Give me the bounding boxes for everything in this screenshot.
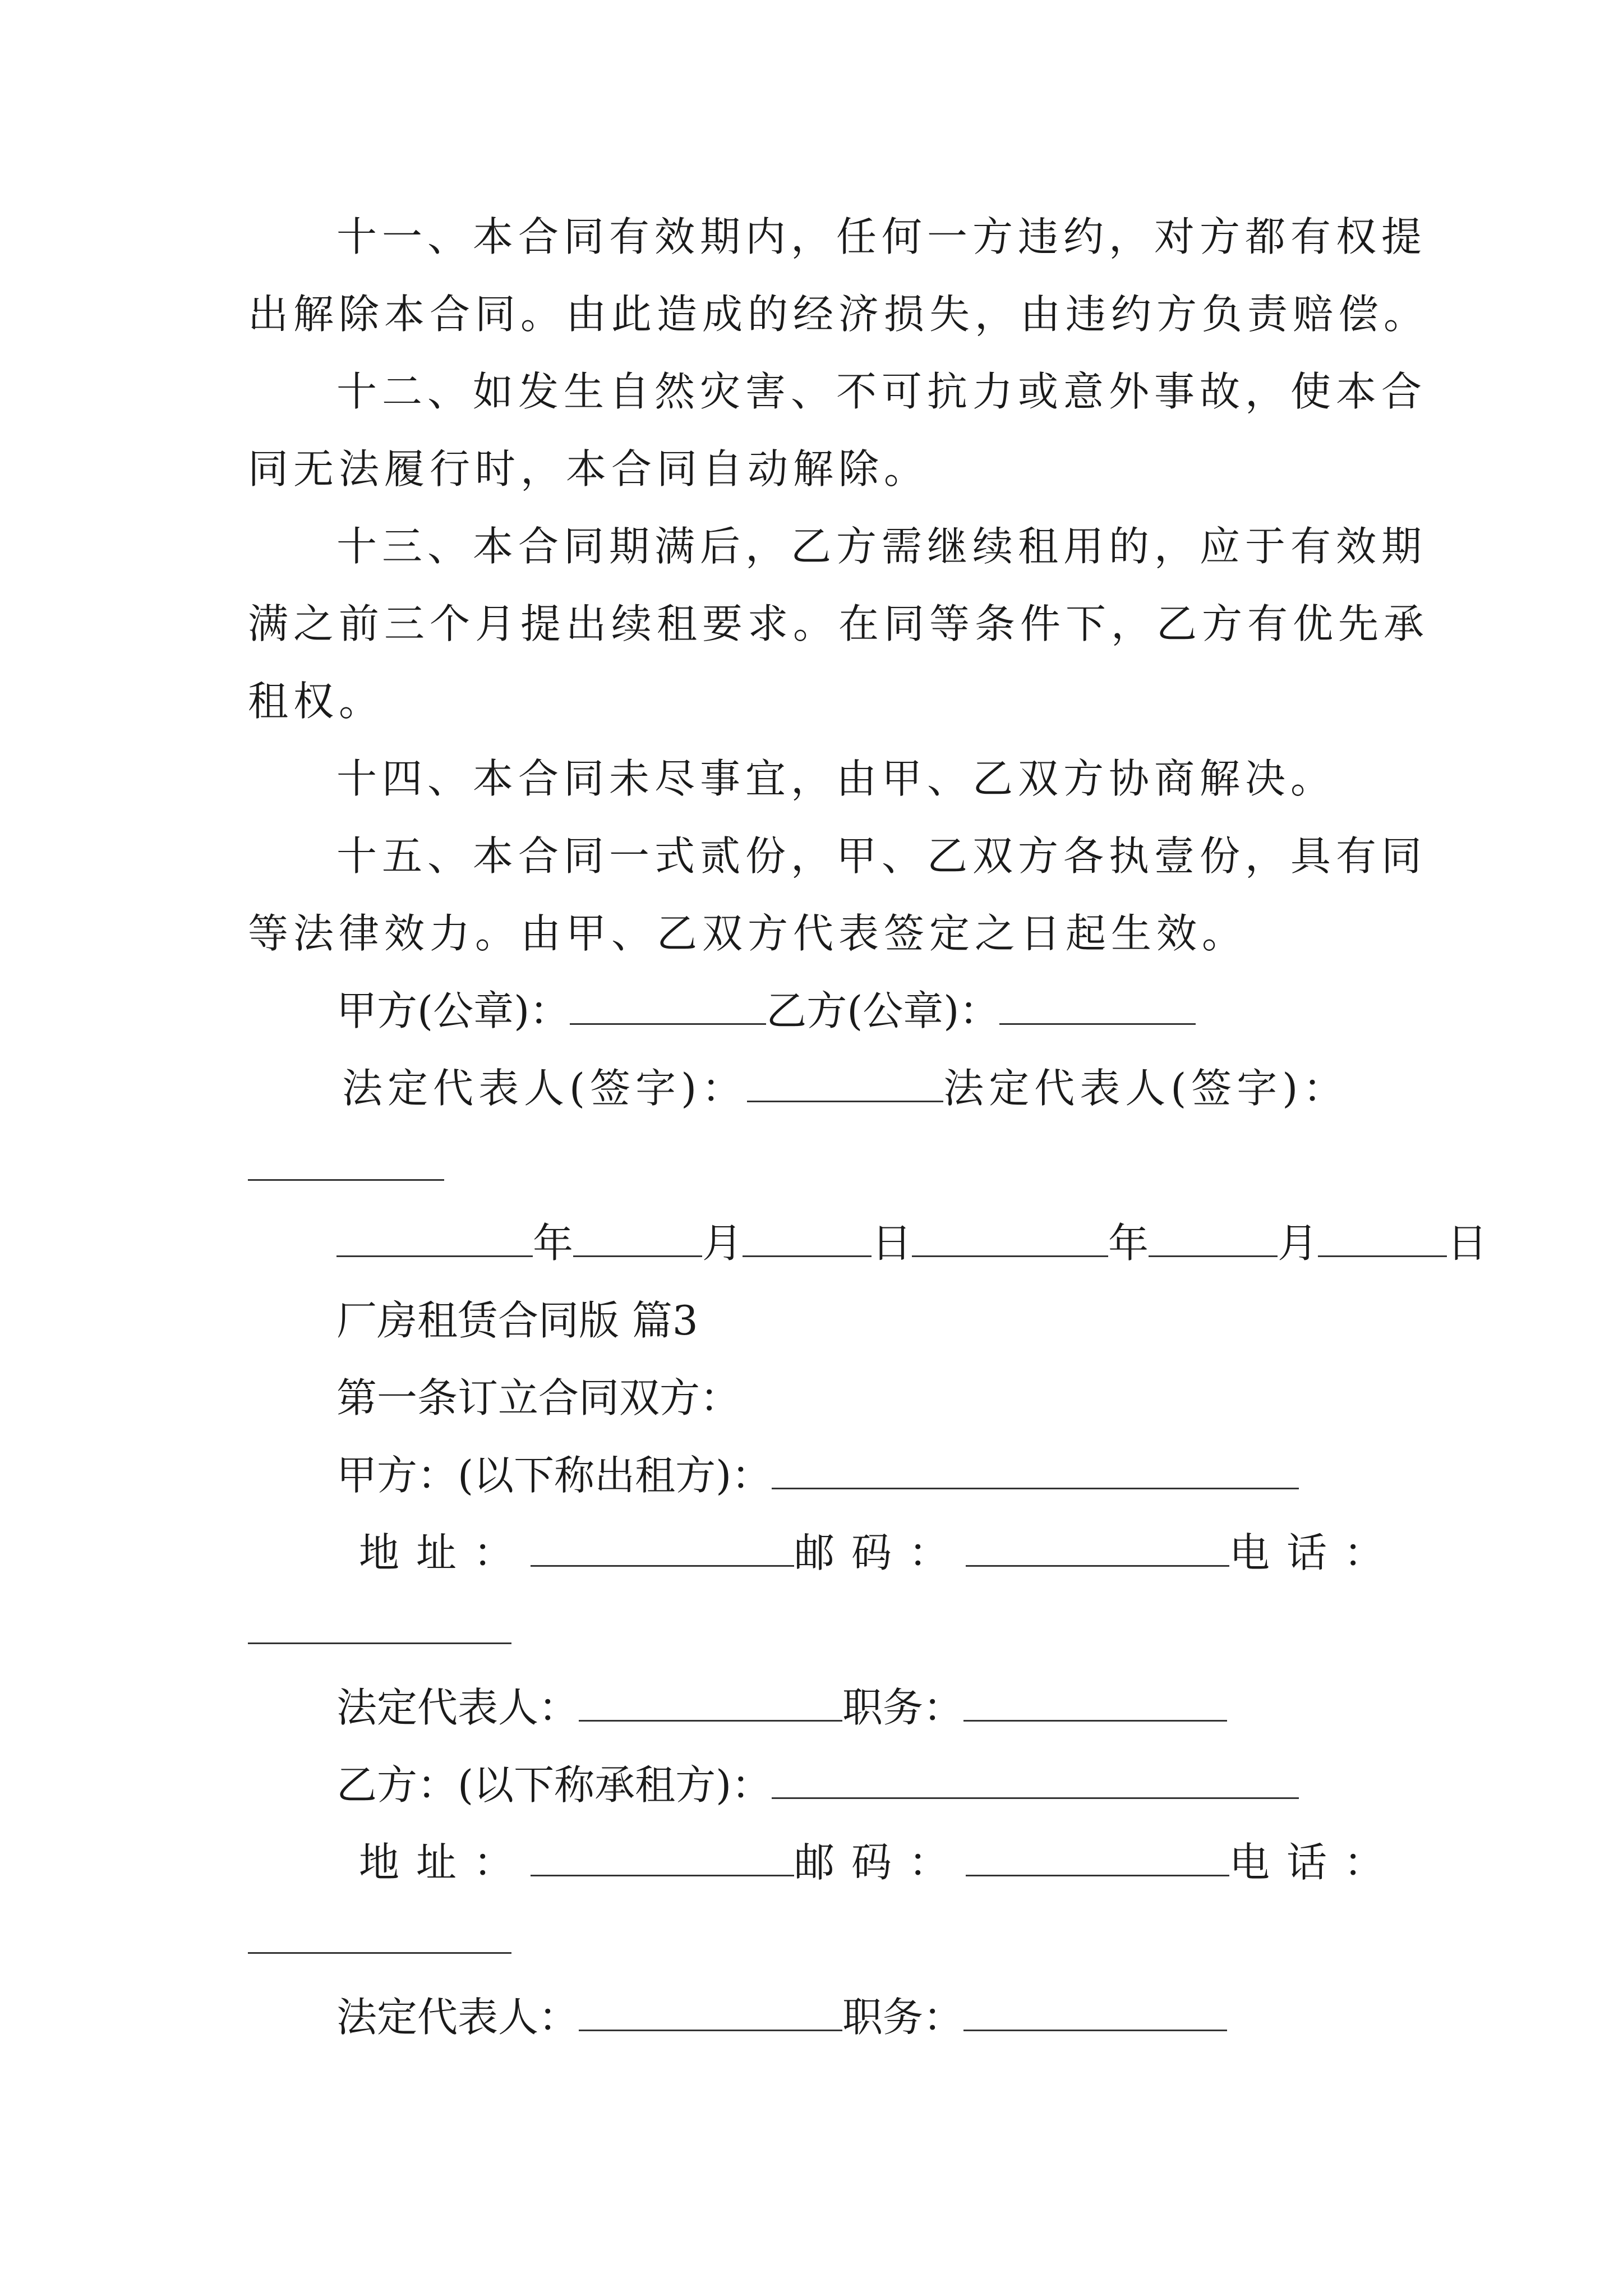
legal-rep-sign-line (342, 1063, 1348, 1114)
party-b-position-blank (963, 1997, 1227, 2031)
party-b-blank (772, 1765, 1299, 1799)
party-a-seal-label: 甲方(公章)： (336, 987, 570, 1034)
day-a-label: 日 (872, 1220, 912, 1267)
party-a-postcode-label: 邮码： (794, 1529, 966, 1576)
party-a-postcode-blank (966, 1533, 1229, 1567)
party-b-postcode-blank (966, 1842, 1229, 1876)
party-b-phone-blank (248, 1952, 511, 1954)
party-b-address-blank (531, 1842, 794, 1876)
day-b-label: 日 (1447, 1220, 1488, 1267)
year-a-blank (336, 1223, 533, 1257)
party-b-line (336, 1760, 1299, 1810)
month-a-blank (573, 1223, 702, 1257)
party-b-legal-rep-label: 法定代表人： (336, 1994, 579, 2041)
party-a-position-blank (963, 1687, 1227, 1722)
legal-rep-sign-a-blank (747, 1068, 943, 1102)
paragraph-12-line-1: 十二、如发生自然灾害、不可抗力或意外事故，使本合 (336, 368, 1427, 415)
party-b-address-label: 地址： (359, 1839, 531, 1886)
party-b-label: 乙方：(以下称承租方)： (336, 1761, 772, 1809)
party-a-phone-blank (248, 1642, 511, 1644)
party-a-seal-blank (570, 991, 766, 1025)
year-a-label: 年 (533, 1220, 574, 1267)
month-b-label: 月 (1278, 1220, 1318, 1267)
party-b-position-label: 职务： (842, 1994, 964, 2041)
party-a-line (336, 1450, 1299, 1501)
party-b-seal-label: 乙方(公章)： (766, 987, 1000, 1034)
party-a-rep-line (336, 1682, 1227, 1733)
party-a-label: 甲方：(以下称出租方)： (336, 1452, 772, 1499)
paragraph-14-line-1: 十四、本合同未尽事宜，由甲、乙双方协商解决。 (336, 755, 1336, 802)
party-b-phone-label: 电话： (1229, 1839, 1401, 1886)
paragraph-13-line-2: 满之前三个月提出续租要求。在同等条件下，乙方有优先承 (248, 600, 1430, 647)
article-1-heading: 第一条订立合同双方： (336, 1374, 741, 1421)
party-b-postcode-label: 邮码： (794, 1839, 966, 1886)
legal-rep-sign-b-label: 法定代表人(签字)： (943, 1065, 1349, 1112)
party-a-phone-label: 电话： (1229, 1529, 1401, 1576)
party-a-address-label: 地址： (359, 1529, 531, 1576)
paragraph-15-line-1: 十五、本合同一式贰份，甲、乙双方各执壹份，具有同 (336, 832, 1427, 880)
party-a-position-label: 职务： (842, 1684, 964, 1731)
legal-rep-sign-a-label: 法定代表人(签字)： (342, 1065, 748, 1112)
day-b-blank (1318, 1223, 1447, 1257)
month-b-blank (1149, 1223, 1278, 1257)
paragraph-12-line-2: 同无法履行时，本合同自动解除。 (248, 445, 930, 493)
party-a-legal-rep-label: 法定代表人： (336, 1684, 579, 1731)
paragraph-13-line-3: 租权。 (248, 678, 385, 725)
party-b-legal-rep-blank (579, 1997, 842, 2031)
date-line (336, 1218, 1487, 1268)
year-b-blank (912, 1223, 1108, 1257)
party-b-contact-line (359, 1837, 1401, 1888)
paragraph-15-line-2: 等法律效力。由甲、乙双方代表签定之日起生效。 (248, 910, 1248, 957)
month-a-label: 月 (702, 1220, 743, 1267)
year-b-label: 年 (1108, 1220, 1149, 1267)
day-a-blank (743, 1223, 872, 1257)
party-a-address-blank (531, 1533, 794, 1567)
section-3-title: 厂房租赁合同版 篇3 (336, 1297, 698, 1344)
paragraph-11-line-2: 出解除本合同。由此造成的经济损失，由违约方负责赔偿。 (248, 291, 1430, 338)
paragraph-11-line-1: 十一、本合同有效期内，任何一方违约，对方都有权提 (336, 213, 1427, 260)
legal-rep-sign-b-blank (248, 1179, 444, 1181)
party-a-blank (772, 1455, 1299, 1489)
party-a-legal-rep-blank (579, 1687, 842, 1722)
party-b-seal-blank (999, 991, 1196, 1025)
seal-line (336, 986, 1196, 1036)
party-a-contact-line (359, 1527, 1401, 1578)
paragraph-13-line-1: 十三、本合同期满后，乙方需继续租用的，应于有效期 (336, 523, 1427, 570)
party-b-rep-line (336, 1992, 1227, 2042)
